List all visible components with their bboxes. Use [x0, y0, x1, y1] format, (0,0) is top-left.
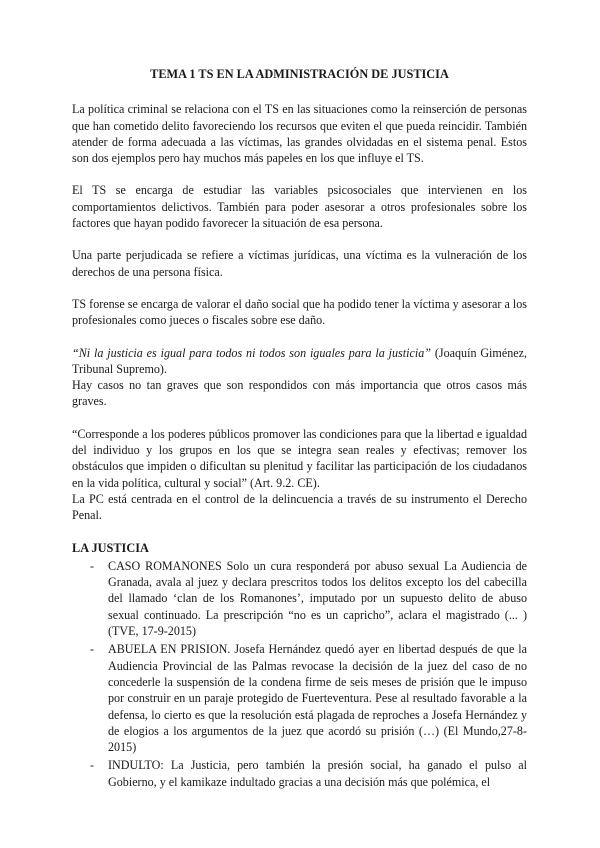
paragraph-parte-perjudicada: Una parte perjudicada se refiere a víctimas jurídicas, una víctima es la vulneración de los derechos de una persona física.: [72, 248, 527, 279]
bullet-dash: -: [90, 642, 95, 657]
list-item: [72, 757, 527, 790]
quote-text: “Ni la justicia es igual para todos ni todos son iguales para la justicia”: [72, 345, 431, 360]
paragraph-pc-control: La PC está centrada en el control de la delincuencia a través de su instrumento el Derecho Penal.: [72, 491, 527, 523]
paragraph-politica-criminal: La política criminal se relaciona con el TS en las situaciones como la reinserción de personas que han cometido delito favoreciendo los recursos que eviten el que pueda reincidir. También atender de forma adecuada a las víctimas, las grandes olvidadas en el sistema penal. Estos son dos ejemplos pero hay muchos más papeles en los que influye el TS.: [72, 102, 527, 166]
document-page: [72, 66, 527, 792]
section-heading: LA JUSTICIA: [72, 540, 149, 555]
list-item-text: INDULTO: La Justicia, pero también la presión social, ha ganado el pulso al Gobierno, y el kamikaze indultado gracias a una decisión más que polémica, el: [108, 758, 527, 789]
bullet-dash: -: [90, 758, 95, 773]
paragraph-constitution-quote: “Corresponde a los poderes públicos promover las condiciones para que la libertad e igualdad del individuo y los grupos en los que se integra sean reales y efectivas; remover los obstáculos que impiden o dificultan su plenitud y facilitar las participación de los ciudadanos en la vida política, cultural y social” (Art. 9.2. CE).: [72, 426, 527, 490]
news-list: [72, 558, 527, 790]
list-item: [72, 641, 527, 755]
paragraph-casos-graves: Hay casos no tan graves que son respondidos con más importancia que otros casos más graves.: [72, 378, 527, 409]
list-item-text: ABUELA EN PRISION. Josefa Hernández quedó ayer en libertad después de que la Audiencia Provincial de las Palmas revocase la decisión de la juez del caso de no concederle la suspensión de la condena firme de seis meses de prisión que le impuso por construir en un paraje protegido de Fuerteventura. Pese al resultado favorable a la defensa, lo cierto es que la resolución está plagada de reproches a Josefa Hernández y de elogios a los argumentos de la juez que acordó su prisión (…) (El Mundo,27-8-2015): [108, 642, 527, 755]
bullet-dash: -: [90, 558, 95, 573]
paragraph-ts-forense: TS forense se encarga de valorar el daño social que ha podido tener la víctima y asesorar a los profesionales como jueces o fiscales sobre ese daño.: [72, 296, 527, 328]
quote-attribution: (Joaquín Giménez, Tribunal Supremo).: [72, 345, 527, 376]
paragraph-quote: [72, 345, 527, 378]
list-item: [72, 558, 527, 639]
paragraph-variables-psicosociales: El TS se encarga de estudiar las variables psicosociales que intervienen en los comportamientos delictivos. También para poder asesorar a otros profesionales sobre los factores que hayan podido favorecer la situación de esa persona.: [72, 183, 527, 231]
list-item-text: CASO ROMANONES Solo un cura responderá por abuso sexual La Audiencia de Granada, avala al juez y declara prescritos todos los delitos excepto los del cabecilla del llamado ‘clan de los Romanones’, imputado por un supuesto delito de abuso sexual continuado. La prescripción “no es un capricho”, aclara el magistrado (... ) (TVE, 17-9-2015): [108, 558, 527, 639]
document-title: TEMA 1 TS EN LA ADMINISTRACIÓN DE JUSTICIA: [150, 67, 449, 81]
